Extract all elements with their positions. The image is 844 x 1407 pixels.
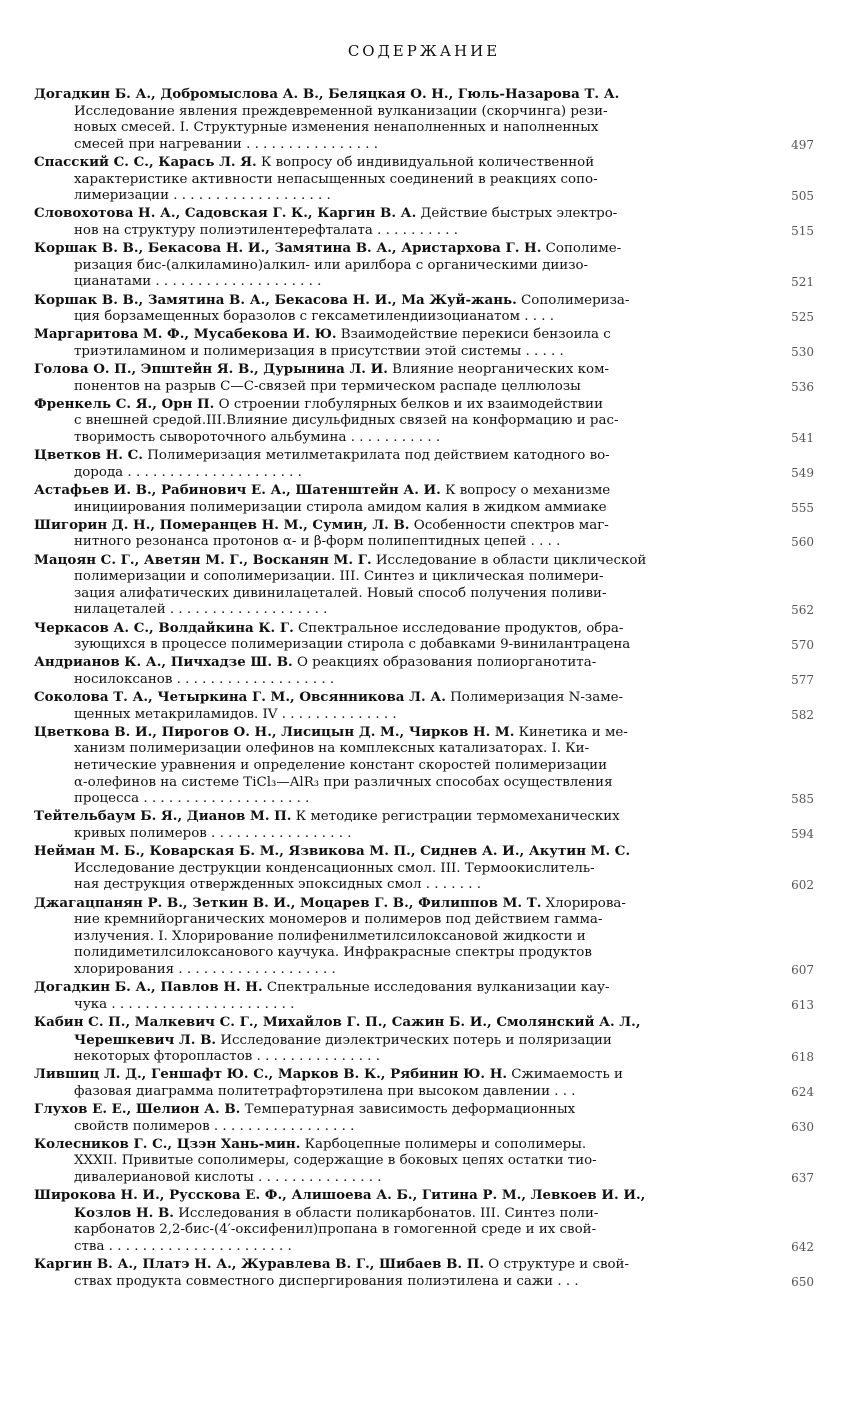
entry-line bbox=[34, 637, 766, 654]
entry-line bbox=[34, 1170, 766, 1187]
entry-text: щенных метакриламидов. IV . . . . . . . . . . . . . . bbox=[74, 706, 397, 722]
entry-text: с внешней средой.III.Влияние дисульфидных связей на конформацию и рас- bbox=[74, 413, 619, 429]
entry-line bbox=[34, 877, 766, 894]
contents-entry bbox=[34, 620, 814, 654]
entry-page-number: 541 bbox=[791, 431, 814, 446]
entry-text: инициирования полимеризации стирола амидом калия в жидком аммиаке bbox=[74, 499, 607, 515]
entry-line bbox=[34, 326, 766, 344]
contents-entry bbox=[34, 979, 814, 1013]
contents-entry bbox=[34, 86, 814, 153]
entry-line bbox=[34, 413, 766, 430]
entry-line bbox=[34, 1239, 766, 1256]
entry-text: зация алифатических дивинилацеталей. Новый способ получения поливи- bbox=[74, 585, 607, 601]
entry-text: свойств полимеров . . . . . . . . . . . . . . . . . bbox=[74, 1118, 355, 1134]
entry-page-number: 515 bbox=[791, 223, 814, 238]
entry-line bbox=[34, 895, 766, 913]
entry-authors: Шигорин Д. Н., Померанцев Н. М., Сумин, Л. В. bbox=[34, 516, 410, 533]
contents-entry bbox=[34, 517, 814, 551]
entry-line bbox=[34, 309, 766, 326]
entry-page-number: 594 bbox=[791, 827, 814, 842]
entry-page-number: 562 bbox=[791, 603, 814, 618]
entry-page-number: 582 bbox=[791, 707, 814, 722]
entry-page-number: 602 bbox=[791, 878, 814, 893]
entry-authors: Соколова Т. А., Четыркина Г. М., Овсянникова Л. А. bbox=[34, 689, 446, 706]
contents-entry bbox=[34, 843, 814, 894]
entry-text: Полимеризация N-заме- bbox=[445, 690, 624, 706]
entry-text: Карбоцепные полимеры и сополимеры. bbox=[300, 1136, 587, 1152]
entry-page-number: 624 bbox=[791, 1084, 814, 1099]
entry-line bbox=[34, 586, 766, 603]
contents-entry bbox=[34, 654, 814, 688]
entry-authors: Коршак В. В., Замятина В. А., Бекасова Н. И., Ма Жуй-жань. bbox=[34, 291, 517, 308]
entry-line bbox=[34, 240, 766, 258]
entry-page-number: 607 bbox=[791, 962, 814, 977]
entry-line bbox=[34, 791, 766, 808]
entry-text: нетические уравнения и определение констант скоростей полимеризации bbox=[74, 758, 608, 774]
entry-text: α-олефинов на системе TiCl₃—AlR₃ при различных способах осуществления bbox=[74, 774, 613, 790]
entry-page-number: 585 bbox=[791, 792, 814, 807]
entry-page-number: 530 bbox=[791, 344, 814, 359]
entry-page-number: 642 bbox=[791, 1240, 814, 1255]
entry-page-number: 560 bbox=[791, 535, 814, 550]
entry-authors: Маргаритова М. Ф., Мусабекова И. Ю. bbox=[34, 326, 337, 343]
entry-line bbox=[34, 654, 766, 672]
entry-line bbox=[34, 1205, 766, 1223]
entry-text: Особенности спектров маг- bbox=[409, 517, 609, 533]
entry-text: ние кремнийорганических мономеров и полимеров под действием гамма- bbox=[74, 912, 603, 928]
entry-text: ная деструкция отвержденных эпоксидных смол . . . . . . . bbox=[74, 877, 482, 893]
entry-line bbox=[34, 517, 766, 535]
entry-line bbox=[34, 1014, 766, 1032]
entry-text: XXXII. Привитые сополимеры, содержащие в боковых цепях остатки тио- bbox=[74, 1153, 597, 1169]
entry-text: Кинетика и ме- bbox=[514, 724, 628, 740]
entry-authors: Тейтельбаум Б. Я., Дианов М. П. bbox=[34, 808, 292, 825]
entry-text: зующихся в процессе полимеризации стирола с добавками 9-винилантрацена bbox=[74, 637, 631, 653]
entry-line bbox=[34, 344, 766, 361]
entry-page-number: 549 bbox=[791, 465, 814, 480]
entry-text: триэтиламином и полимеризация в присутствии этой системы . . . . . bbox=[74, 343, 564, 359]
entry-line bbox=[34, 620, 766, 638]
entry-page-number: 630 bbox=[791, 1119, 814, 1134]
entry-authors: Козлов Н. В. bbox=[74, 1204, 174, 1221]
entry-text: новых смесей. I. Структурные изменения ненаполненных и наполненных bbox=[74, 120, 599, 136]
entry-text: Полимеризация метилметакрилата под действием катодного во- bbox=[142, 448, 610, 464]
entry-line bbox=[34, 826, 766, 843]
entry-text: О строении глобулярных белков и их взаимодействии bbox=[214, 396, 604, 412]
entry-text: лимеризации . . . . . . . . . . . . . . . . . . . bbox=[74, 188, 331, 204]
entry-authors: Мацоян С. Г., Аветян М. Г., Восканян М. Г. bbox=[34, 551, 372, 568]
entry-authors: Кабин С. П., Малкевич С. Г., Михайлов Г. П., Сажин Б. И., Смолянский А. Л., bbox=[34, 1013, 641, 1030]
entry-text: Температурная зависимость деформационных bbox=[240, 1102, 576, 1118]
entry-page-number: 505 bbox=[791, 189, 814, 204]
contents-entry bbox=[34, 205, 814, 239]
entry-authors: Андрианов К. А., Пичхадзе Ш. В. bbox=[34, 654, 293, 671]
contents-entry bbox=[34, 361, 814, 395]
entry-page-number: 521 bbox=[791, 275, 814, 290]
entry-text: излучения. I. Хлорирование полифенилметилсилоксановой жидкости и bbox=[74, 928, 586, 944]
entry-authors: Голова О. П., Эпштейн Я. В., Дурынина Л. И. bbox=[34, 361, 388, 378]
contents-entry bbox=[34, 1256, 814, 1290]
contents-entry bbox=[34, 895, 814, 979]
entry-text: ризация бис-(алкиламино)алкил- или арилбора с органическими диизо- bbox=[74, 257, 589, 273]
entry-text: Спектральные исследования вулканизации кау- bbox=[262, 980, 610, 996]
entry-authors: Лившиц Л. Д., Геншафт Ю. С., Марков В. К., Рябинин Ю. Н. bbox=[34, 1066, 508, 1083]
contents-entry bbox=[34, 154, 814, 205]
entry-text: творимость сывороточного альбумина . . . . . . . . . . . bbox=[74, 430, 441, 446]
entry-line bbox=[34, 1101, 766, 1119]
entry-text: кривых полимеров . . . . . . . . . . . . . . . . . bbox=[74, 826, 352, 842]
entry-text: дивалериановой кислоты . . . . . . . . . . . . . . . bbox=[74, 1170, 382, 1186]
entry-text: К вопросу об индивидуальной количественной bbox=[256, 154, 595, 170]
entry-text: понентов на разрыв С—С-связей при термическом распаде целлюлозы bbox=[74, 378, 581, 394]
entry-line bbox=[34, 361, 766, 379]
entry-line bbox=[34, 1049, 766, 1066]
entry-authors: Цветков Н. С. bbox=[34, 447, 143, 464]
contents-entry bbox=[34, 447, 814, 481]
entry-line bbox=[34, 775, 766, 792]
entry-line bbox=[34, 274, 766, 291]
entry-line bbox=[34, 689, 766, 707]
contents-entry bbox=[34, 292, 814, 326]
entry-page-number: 536 bbox=[791, 379, 814, 394]
entry-line bbox=[34, 707, 766, 724]
entry-line bbox=[34, 258, 766, 275]
entry-text: цианатами . . . . . . . . . . . . . . . . . . . . bbox=[74, 274, 322, 290]
entry-text: К вопросу о механизме bbox=[440, 483, 611, 498]
entry-authors: Астафьев И. В., Рабинович Е. А., Шатенштейн А. И. bbox=[34, 482, 441, 498]
entry-authors: Черкасов А. С., Волдайкина К. Г. bbox=[34, 619, 294, 636]
entry-authors: Догадкин Б. А., Павлов Н. Н. bbox=[34, 979, 263, 996]
entry-text: хлорирования . . . . . . . . . . . . . . . . . . . bbox=[74, 961, 336, 977]
entry-text: Исследование диэлектрических потерь и поляризации bbox=[216, 1032, 612, 1048]
entry-text: ция борзамещенных боразолов с гексаметилендиизоцианатом . . . . bbox=[74, 309, 555, 325]
entry-line bbox=[34, 741, 766, 758]
entry-authors: Догадкин Б. А., Добромыслова А. В., Беляцкая О. Н., Гюль-Назарова Т. А. bbox=[34, 86, 620, 102]
entry-text: Взаимодействие перекиси бензоила с bbox=[336, 327, 611, 343]
entry-line bbox=[34, 396, 766, 414]
entry-text: процесса . . . . . . . . . . . . . . . . . . . . bbox=[74, 791, 310, 807]
entry-text: полимеризации и сополимеризации. III. Синтез и циклическая полимери- bbox=[74, 569, 604, 585]
entry-line bbox=[34, 500, 766, 517]
entry-line bbox=[34, 929, 766, 946]
contents-entry bbox=[34, 552, 814, 619]
entry-text: чука . . . . . . . . . . . . . . . . . . . . . . bbox=[74, 996, 295, 1012]
entry-text: О реакциях образования полиорганотита- bbox=[292, 655, 597, 671]
entry-line bbox=[34, 188, 766, 205]
entry-text: Исследование деструкции конденсационных смол. III. Термоокислитель- bbox=[74, 860, 595, 876]
contents-entry bbox=[34, 482, 814, 516]
entry-line bbox=[34, 104, 766, 121]
contents-entry bbox=[34, 808, 814, 842]
entry-text: нов на структуру полиэтилентерефталата . . . . . . . . . . bbox=[74, 222, 458, 238]
entry-authors: Словохотова Н. А., Садовская Г. К., Каргин В. А. bbox=[34, 205, 417, 222]
entry-text: ства . . . . . . . . . . . . . . . . . . . . . . bbox=[74, 1239, 292, 1255]
entry-text: ханизм полимеризации олефинов на комплексных катализаторах. I. Ки- bbox=[74, 741, 590, 757]
entry-line bbox=[34, 205, 766, 223]
entry-authors: Спасский С. С., Карась Л. Я. bbox=[34, 153, 257, 170]
entry-line bbox=[34, 1256, 766, 1274]
entry-page-number: 637 bbox=[791, 1171, 814, 1186]
entry-text: ствах продукта совместного диспергирования полиэтилена и сажи . . . bbox=[74, 1273, 579, 1289]
entry-line bbox=[34, 1136, 766, 1154]
contents-entry bbox=[34, 1066, 814, 1100]
entry-page-number: 555 bbox=[791, 500, 814, 515]
entry-line bbox=[34, 137, 766, 154]
contents-list bbox=[34, 86, 814, 1291]
entry-text: носилоксанов . . . . . . . . . . . . . . . . . . . bbox=[74, 671, 335, 687]
entry-text: смесей при нагревании . . . . . . . . . . . . . . . . bbox=[74, 136, 379, 152]
entry-line bbox=[34, 223, 766, 240]
entry-text: О структуре и свой- bbox=[484, 1257, 630, 1273]
entry-line bbox=[34, 808, 766, 826]
contents-entry bbox=[34, 1136, 814, 1187]
entry-line bbox=[34, 1066, 766, 1084]
entry-line bbox=[34, 292, 766, 310]
entry-line bbox=[34, 997, 766, 1014]
entry-text: Сжимаемость и bbox=[507, 1067, 623, 1083]
entry-text: нилацеталей . . . . . . . . . . . . . . . . . . . bbox=[74, 602, 328, 618]
contents-entry bbox=[34, 1101, 814, 1135]
entry-page-number: 577 bbox=[791, 672, 814, 687]
entry-line bbox=[34, 602, 766, 619]
entry-line bbox=[34, 465, 766, 482]
contents-entry bbox=[34, 1014, 814, 1066]
entry-line bbox=[34, 569, 766, 586]
entry-page-number: 650 bbox=[791, 1274, 814, 1289]
entry-text: К методике регистрации термомеханических bbox=[291, 809, 620, 825]
entry-line bbox=[34, 172, 766, 189]
entry-line bbox=[34, 1032, 766, 1050]
entry-line bbox=[34, 482, 766, 500]
entry-authors: Каргин В. А., Платэ Н. А., Журавлева В. Г., Шибаев В. П. bbox=[34, 1256, 485, 1273]
entry-page-number: 618 bbox=[791, 1050, 814, 1065]
entry-text: Сополиме- bbox=[541, 241, 622, 257]
entry-line bbox=[34, 1119, 766, 1136]
entry-line bbox=[34, 1153, 766, 1170]
contents-entry bbox=[34, 724, 814, 808]
entry-text: нитного резонанса протонов α- и β-форм полипептидных цепей . . . . bbox=[74, 534, 561, 550]
entry-text: характеристике активности непасыщенных соединений в реакциях сопо- bbox=[74, 171, 598, 187]
entry-line bbox=[34, 1084, 766, 1101]
entry-line bbox=[34, 962, 766, 979]
entry-text: дорода . . . . . . . . . . . . . . . . . . . . . bbox=[74, 464, 302, 480]
entry-authors: Черешкевич Л. В. bbox=[74, 1031, 217, 1048]
page-title: СОДЕРЖАНИЕ bbox=[347, 42, 501, 60]
entry-line bbox=[34, 758, 766, 775]
entry-line bbox=[34, 861, 766, 878]
entry-text: Исследование в области циклической bbox=[371, 552, 647, 568]
entry-text: Исследования в области поликарбонатов. III. Синтез поли- bbox=[173, 1205, 599, 1221]
entry-text: полидиметилсилоксанового каучука. Инфракрасные спектры продуктов bbox=[74, 945, 592, 961]
entry-text: Хлорирова- bbox=[541, 895, 626, 911]
entry-line bbox=[34, 672, 766, 689]
entry-line bbox=[34, 430, 766, 447]
contents-entry bbox=[34, 689, 814, 723]
entry-text: Действие быстрых электро- bbox=[416, 206, 618, 222]
entry-text: Сополимериза- bbox=[516, 292, 630, 308]
entry-line bbox=[34, 724, 766, 742]
entry-authors: Широкова Н. И., Русскова Е. Ф., Алишоева А. Б., Гитина Р. М., Левкоев И. И., bbox=[34, 1187, 646, 1204]
entry-authors: Колесников Г. С., Цзэн Хань-мин. bbox=[34, 1135, 301, 1152]
entry-line bbox=[34, 1187, 766, 1205]
entry-text: Спектральное исследование продуктов, обра- bbox=[293, 620, 624, 636]
entry-line bbox=[34, 447, 766, 465]
entry-authors: Коршак В. В., Бекасова Н. И., Замятина В. А., Аристархова Г. Н. bbox=[34, 240, 542, 257]
entry-authors: Джагацпанян Р. В., Зеткин В. И., Моцарев Г. В., Филиппов М. Т. bbox=[34, 894, 542, 911]
entry-line bbox=[34, 120, 766, 137]
entry-text: Влияние неорганических ком- bbox=[387, 362, 610, 378]
entry-line bbox=[34, 552, 766, 570]
entry-authors: Френкель С. Я., Орн П. bbox=[34, 395, 215, 412]
entry-authors: Цветкова В. И., Пирогов О. Н., Лисицын Д. М., Чирков Н. М. bbox=[34, 723, 515, 740]
contents-entry bbox=[34, 1187, 814, 1255]
entry-page-number: 570 bbox=[791, 638, 814, 653]
entry-text: фазовая диаграмма политетрафторэтилена при высоком давлении . . . bbox=[74, 1083, 576, 1099]
entry-page-number: 613 bbox=[791, 997, 814, 1012]
contents-entry bbox=[34, 396, 814, 447]
entry-page-number: 525 bbox=[791, 310, 814, 325]
entry-page-number: 497 bbox=[791, 137, 814, 152]
contents-entry bbox=[34, 240, 814, 291]
entry-text: некоторых фторопластов . . . . . . . . . . . . . . . bbox=[74, 1049, 380, 1065]
entry-line bbox=[34, 1274, 766, 1291]
entry-line bbox=[34, 1222, 766, 1239]
entry-line bbox=[34, 912, 766, 929]
entry-authors: Глухов Е. Е., Шелион А. В. bbox=[34, 1101, 241, 1118]
entry-line bbox=[34, 945, 766, 962]
entry-authors: Нейман М. Б., Коварская Б. М., Язвикова М. П., Сиднев А. И., Акутин М. С. bbox=[34, 843, 631, 860]
entry-line bbox=[34, 379, 766, 396]
entry-line bbox=[34, 979, 766, 997]
entry-line bbox=[34, 534, 766, 551]
entry-text: карбонатов 2,2-бис-(4′-оксифенил)пропана в гомогенной среде и их свой- bbox=[74, 1222, 597, 1238]
entry-line bbox=[34, 154, 766, 172]
entry-line bbox=[34, 86, 766, 104]
entry-text: Исследование явления преждевременной вулканизации (скорчинга) рези- bbox=[74, 103, 608, 119]
entry-line bbox=[34, 843, 766, 861]
contents-entry bbox=[34, 326, 814, 360]
